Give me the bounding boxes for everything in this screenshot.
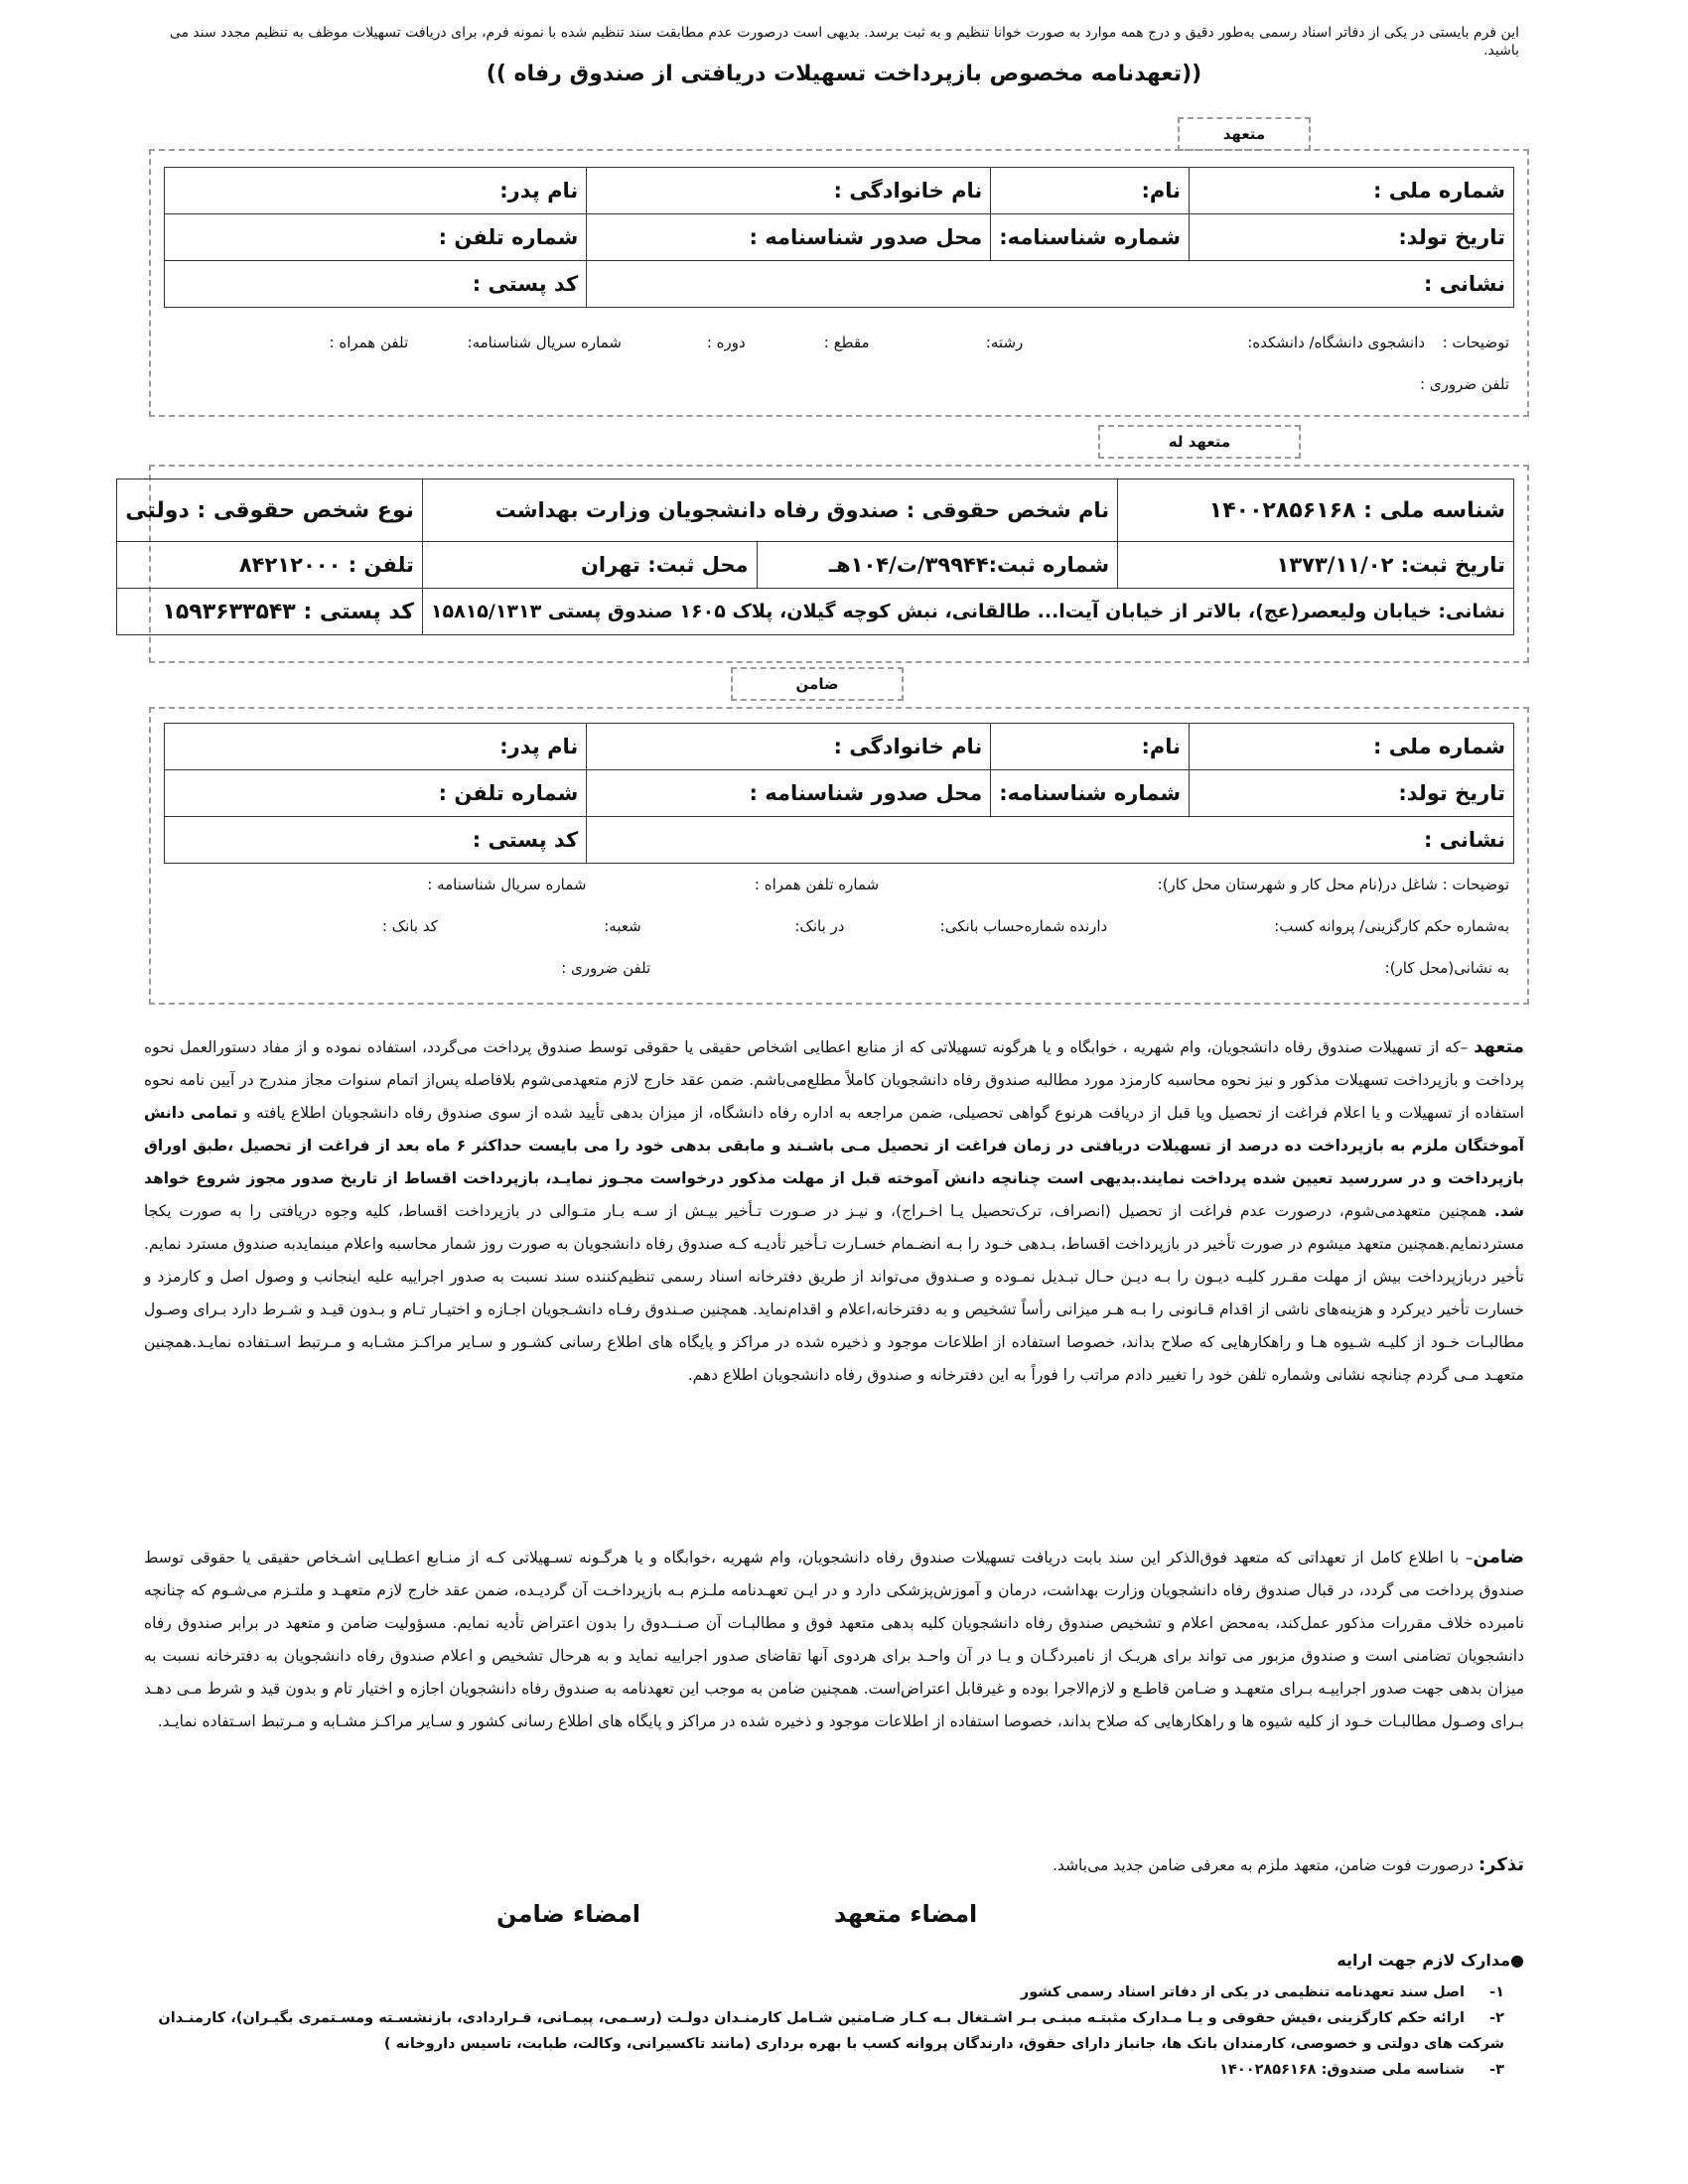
obligor-bold-text: تمامی دانش آموختگان ملزم به بازپرداخت ده درصد از تسهیلات دریافتی در زمان فراغت از تحصیل مـی باشـند و مابقی بدهی خود را می بایست حداکثر ۶ ماه بعد از فراغت از تحصیل ،طبق اوراق بازپرداخت و در سررسید تعیین شده پرداخت نمایند.بدیهی است چنانچه دانش آموخته قبل از مهلت مذکور درخواست مجـوز نمایـد، بازپرداخت اقساط از تاریخ صدور مجوز شروع خواهد شد. (144, 1104, 1524, 1220)
obligor-postal-code[interactable]: کد پستی : (165, 261, 587, 308)
guarantor-bank[interactable]: در بانک: (794, 917, 845, 935)
guarantor-desc-line1 (159, 874, 1509, 895)
guarantor-first-name[interactable]: نام: (991, 724, 1190, 770)
doc-item: ۲-ارائه حکم کارگزینی ،فیش حقوقی و یـا مـدارک مثبتـه مبنـی بـر اشـتغال بـه کـار ضـامنین شـامل کارمنـدان دولـت (رسـمی، پیمـانی، قـراردادی، بازنشسـته ومسـتمری بگیـران)، کارمنـدان شرکت های دولتی و خصوصی، کارمندان بانک ها، جانباز دارای حقوق، دارندگان پروانه کسب با بهره برداری (مانند تاکسیرانی، وکالت، طبابت، تاسیس داروخانه ) (158, 2010, 1504, 2052)
obligee-legal-name: نام شخص حقوقی : صندوق رفاه دانشجویان وزارت بهداشت (422, 479, 1117, 542)
guarantor-phone[interactable]: شماره تلفن : (165, 770, 587, 817)
guarantor-id-number[interactable]: شماره شناسنامه: (991, 770, 1190, 817)
obligee-reg-place: محل ثبت: تهران (422, 542, 757, 589)
required-docs (144, 1948, 1524, 2083)
guarantor-id-issue-place[interactable]: محل صدور شناسنامه : (587, 770, 991, 817)
guarantor-last-name[interactable]: نام خانوادگی : (587, 724, 991, 770)
guarantor-lead: ضامن (1473, 1547, 1524, 1568)
page-title: ((تعهدنامه مخصوص بازپرداخت تسهیلات دریافتی از صندوق رفاه )) (486, 62, 1202, 86)
obligor-text-1: –که از تسهیلات صندوق رفاه دانشجویان، وام شهریه ، خوابگاه و یا هرگونه تسهیلاتی که از منابع اعطایی اشخاص حقیقی یا حقوقی توسط صندوق پرداخت می‌گردد، استفاده نموده و از مفاد دستورالعمل نحوه پرداخت و بازپرداخت تسهیلات مذکور و نیز نحوه محاسبه کارمزد مورد مطالبه صندوق رفاه دانشجویان کاملاً مطلع‌می‌باشم. ضمن عقد خارج لازم متعهدمی‌شوم بلافاصله پس‌از اتمام سنوات مجاز مندرج در آیین نامه نحوه استفاده از تسهیلات و یا اعلام فراغت از تحصیل ویا قبل از دریافت هرنوع گواهی تحصیلی، ضمن مراجعه به اداره رفاه دانشگاه، از میزان بدهی تأیید شده از سوی صندوق رفاه دانشجویان اطلاع یافته و (144, 1038, 1524, 1122)
guarantor-birth-date[interactable]: تاریخ تولد: (1190, 770, 1514, 817)
guarantor-mobile[interactable]: شماره تلفن همراه : (754, 876, 880, 893)
obligee-grid (116, 478, 1514, 635)
guarantor-bank-code[interactable]: کد بانک : (381, 917, 438, 935)
obligor-id-number[interactable]: شماره شناسنامه: (991, 214, 1190, 261)
doc-item: ۱-اصل سند تعهدنامه تنظیمی در یکی از دفاتر اسناد رسمی کشور (1020, 1984, 1504, 2000)
obligor-address[interactable]: نشانی : (587, 261, 1514, 308)
obligor-tab: متعهد (1178, 117, 1311, 151)
doc-item: ۳-شناسه ملی صندوق: ۱۴۰۰۲۸۵۶۱۶۸ (1219, 2062, 1504, 2078)
obligor-paragraph (144, 1030, 1524, 1392)
obligor-text-2: همچنین متعهدمی‌شوم، درصورت عدم فراغت از تحصیل (انصراف، ترک‌تحصیل یـا اخـراج)، و نیـز در صـورت تـأخیر بیـش از سـه بـار متـوالی در بازپرداخت اقساط، کلیه وجوه دریافتی را به صورت یکجا مستردنمایم.همچنین متعهد میشوم در صورت تأخیر در بازپرداخت اقساط، بـدهی خـود را بـه انضـمام خسـارت تـأخیر تأدیـه کـه صندوق رفاه دانشجویان به صورت روز شمار محاسبه واعلام مینمایدبه صندوق مسترد نمایم. تأخیر دربازپرداخت بیش از مهلت مقـرر کلیـه دیـون را بـه دیـن حـال تبـدیل نمـوده و صـندوق می‌تواند از طریق دفترخانه اسناد رسمی تنظیم‌کننده سند نسبت به صدور اجراییه علیه اینجانب و وصول اصل و کارمزد و خسارت تأخیر دیرکرد و هزینه‌های ناشی از اقدام قـانونی را بـه هـر میزانی رأساً تشخیص و به دفترخانه،اعلام و اقدام‌نماید. همچنین صـندوق رفـاه دانشـجویان اجـازه و اختیـار تـام و بـدون قیـد و شـرط دارد بـرای وصـول مطالبـات خـود از کلیـه شـیوه هـا و راهکارهایی که صلاح بداند، خصوصا استفاده از اطلاعات موجود و ذخیره شده در مراکز و پایگاه های اطلاع رسانی کشـور و سـایر مراکـز مشـابه و مـرتبط اسـتفاده نمایـد.همچنین متعهـد مـی گردم چنانچه نشانی وشماره تلفن خود را تغییر دادم مراتب را فوراً به این دفترخانه و صندوق رفاه دانشجویان اطلاع دهم. (144, 1202, 1524, 1384)
obligor-national-id[interactable]: شماره ملی : (1190, 168, 1514, 214)
obligee-national-id: شناسه ملی : ۱۴۰۰۲۸۵۶۱۶۸ (1118, 479, 1514, 542)
obligee-reg-number: شماره ثبت:۳۹۹۴۴/ت/۱۰۴هـ (757, 542, 1118, 589)
obligor-signature: امضاء متعهد (834, 1900, 978, 1928)
guarantor-id-serial[interactable]: شماره سریال شناسنامه : (427, 876, 587, 893)
guarantor-branch[interactable]: شعبه: (604, 917, 641, 935)
guarantor-national-id[interactable]: شماره ملی : (1190, 724, 1514, 770)
note-lead: تذکر: (1477, 1854, 1524, 1875)
obligee-tab: متعهد له (1098, 425, 1301, 459)
docs-heading: ●مدارک لازم جهت ارایه (1336, 1951, 1524, 1970)
obligee-legal-type: نوع شخص حقوقی : دولتی (117, 479, 423, 542)
obligor-first-name[interactable]: نام: (991, 168, 1190, 214)
guarantor-desc-line2 (159, 915, 1509, 937)
obligor-id-serial[interactable]: شماره سریال شناسنامه: (467, 334, 622, 351)
obligor-father-name[interactable]: نام پدر: (165, 168, 587, 214)
obligor-university[interactable]: دانشجوی دانشگاه/ دانشکده: (1247, 334, 1426, 351)
guarantor-bank-account[interactable]: دارنده شماره‌حساب بانکی: (939, 917, 1108, 935)
guarantor-desc-line3 (159, 957, 1509, 979)
obligee-postal-code: کد پستی : ۱۵۹۳۶۳۳۵۴۳ (117, 589, 423, 635)
obligor-mobile[interactable]: تلفن همراه : (329, 334, 409, 351)
obligor-id-issue-place[interactable]: محل صدور شناسنامه : (587, 214, 991, 261)
obligor-last-name[interactable]: نام خانوادگی : (587, 168, 991, 214)
obligor-birth-date[interactable]: تاریخ تولد: (1190, 214, 1514, 261)
obligor-description (159, 332, 1509, 353)
guarantor-father-name[interactable]: نام پدر: (165, 724, 587, 770)
obligor-phone[interactable]: شماره تلفن : (165, 214, 587, 261)
obligor-field[interactable]: رشته: (985, 334, 1024, 351)
guarantor-employment-order[interactable]: به‌شماره حکم کارگزینی/ پروانه کسب: (1274, 917, 1509, 935)
guarantor-work-address[interactable]: به نشانی(محل کار): (1384, 959, 1509, 977)
obligee-reg-date: تاریخ ثبت: ۱۳۷۳/۱۱/۰۲ (1118, 542, 1514, 589)
top-note: این فرم بایستی در یکی از دفاتر اسناد رسمی به‌طور دقیق و درج همه موارد به صورت خوانا تنظیم و به ثبت برسد. بدیهی است درصورت عدم مطابقت سند تنظیم شده با نمونه فرم، برای دریافت تسهیلات موظف به تنظیم مجدد سند می باشید. (169, 25, 1519, 59)
note-paragraph (144, 1848, 1524, 1882)
guarantor-text: – با اطلاع کامل از تعهداتی که متعهد فوق‌الذکر این سند بابت دریافت تسهیلات صندوق رفاه دانشجویان، وام شهریه ،خوابگاه و یا هرگـونه تسـهیلاتی کـه از منـابع اعطـایی اشـخاص حقیقی یا حقوقی توسط صندوق پرداخت می گردد، در قبال صندوق رفاه دانشجویان وزارت بهداشت، درمان و آموزش‌پزشکی دارد و در ایـن تعهـدنامه ملـزم بـه بازپرداخـت آن گردیـده، ضمن عقد خارج لازم متعهـد و ملتـزم می‌شـوم که چنانچه نامبرده خلاف مقررات مذکور عمل‌کند، به‌محض اعلام و تشخیص صندوق رفاه دانشجویان کلیه بدهی متعهد فوق و مطالبـات آن صـنــدوق را بدون اعتراض تأدیه نمایم. مسؤولیت ضامن و متعهد در برابر صندوق رفاه دانشجویان تضامنی است و صندوق مزبور می تواند برای هریـک از نامبردگـان و یـا در آن واحـد برای هردوی آنها تقاضای صدور اجراییه نماید و به هرحال تشخیص و اعلام صندوق رفاه دانشجویان به دفترخانه نسبت به میزان بدهی جهت صدور اجراییـه بـرای متعهـد و ضـامن قاطـع و لازم‌الاجرا بوده و غیرقابل اعتراض‌است. همچنین ضامن به موجب این تعهدنامه به صندوق رفاه دانشجویان اجازه و اختیار تام و بدون قید و شرط مـی دهـد بـرای وصـول مطالبـات خـود از کلیه شیوه ها و راهکارهایی که صلاح بداند، خصوصا استفاده از اطلاعات موجود و ذخیره شده در مراکز و پایگاه های اطلاع رسانی کشور و سـایر مراکـز مشـابه و مـرتبط اسـتفاده نمایـد. (144, 1549, 1524, 1730)
obligor-emergency-phone[interactable]: تلفن ضروری : (1420, 375, 1509, 393)
guarantor-workplace[interactable]: توضیحات : شاغل در(نام محل کار و شهرستان محل کار): (1157, 876, 1509, 893)
guarantor-tab: ضامن (731, 667, 904, 701)
guarantor-address[interactable]: نشانی : (587, 817, 1514, 864)
obligor-period[interactable]: دوره : (706, 334, 746, 351)
guarantor-signature: امضاء ضامن (496, 1900, 641, 1928)
obligor-degree[interactable]: مقطع : (823, 334, 870, 351)
obligor-grid (164, 167, 1514, 308)
guarantor-postal-code[interactable]: کد پستی : (165, 817, 587, 864)
obligor-desc-label: توضیحات : (1442, 334, 1509, 351)
obligee-phone: تلفن : ۸۴۲۱۲۰۰۰ (117, 542, 423, 589)
guarantor-emergency-phone[interactable]: تلفن ضروری : (561, 959, 651, 977)
obligor-lead: متعهد (1474, 1036, 1524, 1057)
guarantor-grid (164, 723, 1514, 864)
note-text: درصورت فوت ضامن، متعهد ملزم به معرفی ضامن جدید می‌باشد. (1053, 1856, 1478, 1874)
guarantor-paragraph (144, 1541, 1524, 1738)
obligee-address: نشانی: خیابان ولیعصر(عج)، بالاتر از خیابان آیت‌ا... طالقانی، نبش کوچه گیلان، پلاک ۱۶۰۵ صندوق پستی ۱۵۸۱۵/۱۳۱۳ (422, 589, 1513, 635)
